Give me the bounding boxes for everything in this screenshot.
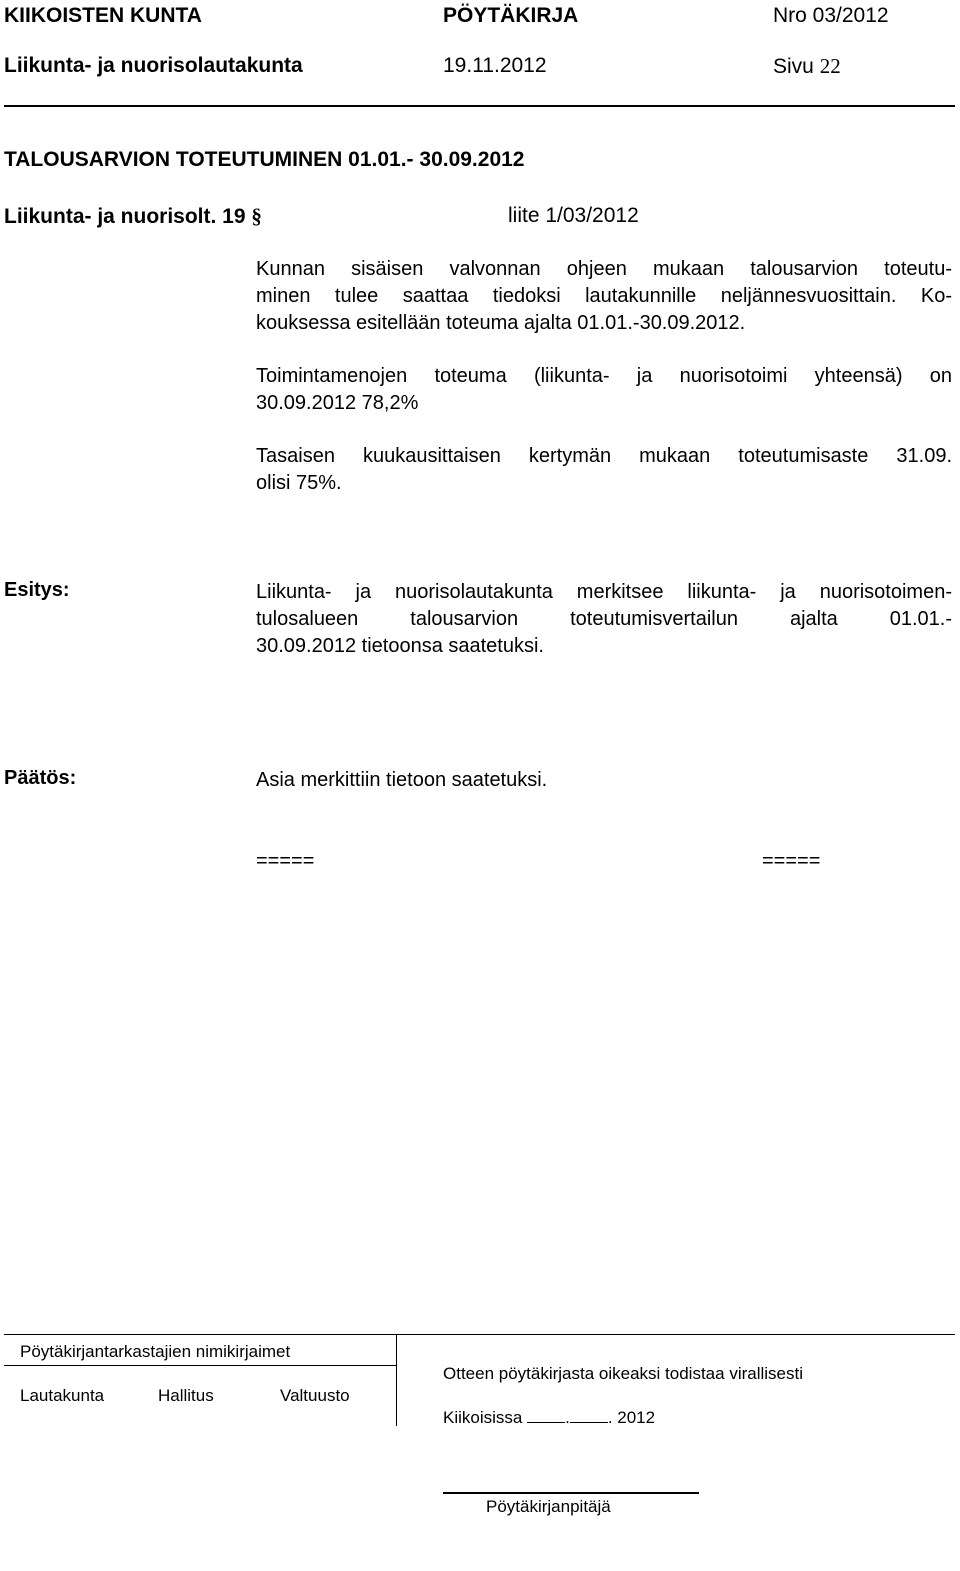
secretary-title: Pöytäkirjanpitäjä	[486, 1497, 611, 1516]
decision-text: Asia merkittiin tietoon saatetuksi.	[256, 769, 548, 791]
proposal-line: tulosalueen talousarvion toteutumisvertailun ajalta 01.01.-	[256, 608, 952, 630]
certification-text: Otteen pöytäkirjasta oikeaksi todistaa virallisesti	[443, 1364, 803, 1383]
page-label: Sivu	[773, 55, 814, 78]
signature-valtuusto: Valtuusto	[280, 1386, 350, 1405]
paragraph-2-line: Toimintamenojen toteuma (liikunta- ja nuorisotoimi yhteensä) on	[256, 365, 952, 387]
paragraph-1-line: minen tulee saattaa tiedoksi lautakunnille neljännesvuosittain. Ko-	[256, 285, 952, 307]
signatures-title: Pöytäkirjantarkastajien nimikirjaimet	[20, 1342, 291, 1361]
paragraph-2-line: 30.09.2012 78,2%	[256, 392, 419, 414]
municipality-name: KIIKOISTEN KUNTA	[4, 4, 202, 27]
meeting-date: 19.11.2012	[443, 54, 547, 77]
certification-place-line: Kiikoisissa . . 2012	[443, 1408, 656, 1427]
paragraph-1-line: Kunnan sisäisen valvonnan ohjeen mukaan talousarvion toteutu-	[256, 258, 952, 280]
document-type: PÖYTÄKIRJA	[443, 4, 579, 27]
proposal-text	[256, 579, 952, 660]
page-number: 22	[819, 54, 841, 78]
proposal-label: Esitys:	[4, 579, 70, 601]
proposal-line: 30.09.2012 tietoonsa saatetuksi.	[256, 635, 544, 657]
paragraph-3-line: olisi 75%.	[256, 472, 342, 494]
certification-year: . 2012	[607, 1408, 656, 1427]
separator-right: =====	[762, 850, 821, 872]
signature-hallitus: Hallitus	[158, 1386, 214, 1405]
secretary-signature-line	[443, 1492, 699, 1494]
section-reference	[4, 204, 262, 229]
signature-lautakunta: Lautakunta	[20, 1386, 105, 1405]
attachment-ref: liite 1/03/2012	[508, 204, 639, 227]
section-title: TALOUSARVION TOTEUTUMINEN 01.01.- 30.09.2012	[4, 148, 525, 171]
day-blank	[527, 1408, 565, 1423]
decision-label: Päätös:	[4, 767, 77, 789]
signature-title-rule	[4, 1365, 396, 1366]
footer-rule	[4, 1334, 955, 1335]
paragraph-1-line: kouksessa esitellään toteuma ajalta 01.01.-30.09.2012.	[256, 312, 746, 334]
paragraph-1	[256, 256, 952, 337]
document-number: Nro 03/2012	[773, 4, 889, 27]
paragraph-2	[256, 363, 952, 417]
month-blank	[570, 1408, 608, 1423]
separator-left: =====	[256, 850, 315, 872]
page-indicator	[773, 54, 841, 79]
footer-divider	[396, 1334, 397, 1426]
body-ref: Liikunta- ja nuorisolt. 19	[4, 205, 246, 228]
proposal-line: Liikunta- ja nuorisolautakunta merkitsee liikunta- ja nuorisotoimen-	[256, 581, 952, 603]
paragraph-sign: §	[251, 204, 262, 228]
committee-name: Liikunta- ja nuorisolautakunta	[4, 54, 303, 77]
paragraph-3	[256, 443, 952, 497]
header-rule	[4, 105, 955, 107]
certification-place: Kiikoisissa	[443, 1408, 523, 1427]
paragraph-3-line: Tasaisen kuukausittaisen kertymän mukaan toteutumisaste 31.09.	[256, 445, 952, 467]
